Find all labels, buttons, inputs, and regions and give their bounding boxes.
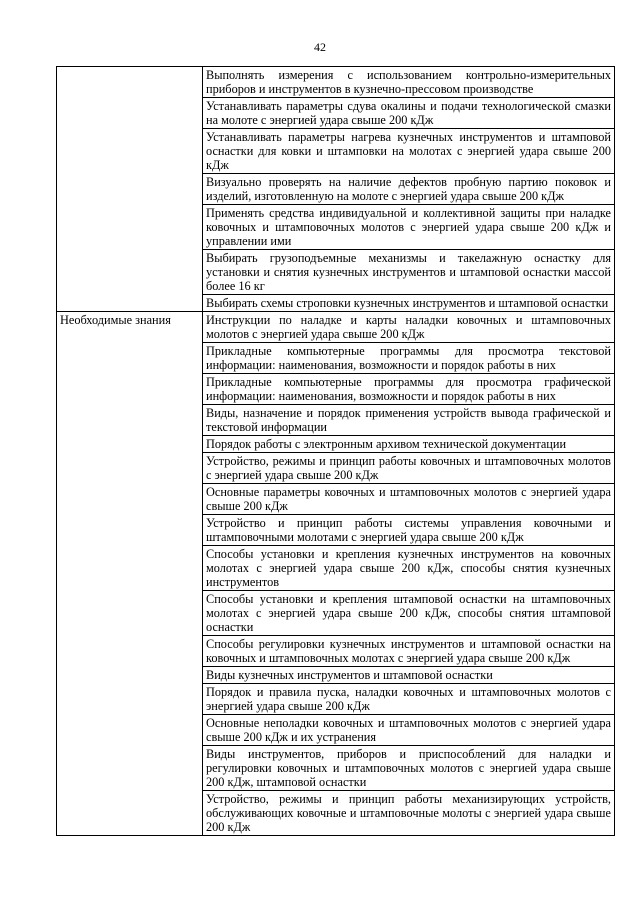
requirement-text: Основные неполадки ковочных и штамповочных молотов с энергией удара свыше 200 кДж и их устранения [203,715,615,746]
table-row [57,67,615,98]
requirements-table-body [57,67,615,836]
section-label [57,67,203,312]
requirement-text: Основные параметры ковочных и штамповочных молотов с энергией удара свыше 200 кДж [203,484,615,515]
requirement-text: Порядок и правила пуска, наладки ковочных и штамповочных молотов с энергией удара свыше 200 кДж [203,684,615,715]
requirement-text: Выполнять измерения с использованием контрольно-измерительных приборов и инструментов в кузнечно-прессовом производстве [203,67,615,98]
requirement-text: Виды инструментов, приборов и приспособлений для наладки и регулировки ковочных и штамповочных молотов с энергией удара свыше 200 кДж, штамповой оснастки [203,746,615,791]
requirement-text: Выбирать грузоподъемные механизмы и такелажную оснастку для установки и снятия кузнечных инструментов и штамповой оснастки массой более 16 кг [203,250,615,295]
requirement-text: Устройство и принцип работы системы управления ковочными и штамповочными молотами с энергией удара свыше 200 кДж [203,515,615,546]
requirement-text: Устройство, режимы и принцип работы ковочных и штамповочных молотов с энергией удара свыше 200 кДж [203,453,615,484]
requirement-text: Порядок работы с электронным архивом технической документации [203,436,615,453]
requirement-text: Способы установки и крепления кузнечных инструментов на ковочных молотах с энергией удара свыше 200 кДж, способы снятия кузнечных инструментов [203,546,615,591]
requirement-text: Способы регулировки кузнечных инструментов и штамповой оснастки на ковочных и штамповочных молотах с энергией удара свыше 200 кДж [203,636,615,667]
requirement-text: Прикладные компьютерные программы для просмотра графической информации: наименования, возможности и порядок работы в них [203,374,615,405]
table-row [57,312,615,343]
requirement-text: Применять средства индивидуальной и коллективной защиты при наладке ковочных и штамповочных молотов с энергией удара свыше 200 кДж и управлении ими [203,205,615,250]
page-number: 42 [314,40,326,54]
requirement-text: Визуально проверять на наличие дефектов пробную партию поковок и изделий, изготовленную на молоте с энергией удара свыше 200 кДж [203,174,615,205]
requirement-text: Способы установки и крепления штамповой оснастки на штамповочных молотах с энергией удара свыше 200 кДж, способы снятия штамповой оснастки [203,591,615,636]
requirement-text: Выбирать схемы строповки кузнечных инструментов и штамповой оснастки [203,295,615,312]
requirement-text: Устройство, режимы и принцип работы механизирующих устройств, обслуживающих ковочные и штамповочные молоты с энергией удара свыше 200 кДж [203,791,615,836]
section-label: Необходимые знания [57,312,203,836]
requirement-text: Устанавливать параметры сдува окалины и подачи технологической смазки на молоте с энергией удара свыше 200 кДж [203,98,615,129]
requirement-text: Виды, назначение и порядок применения устройств вывода графической и текстовой информации [203,405,615,436]
requirements-table [56,66,615,836]
requirement-text: Инструкции по наладке и карты наладки ковочных и штамповочных молотов с энергией удара свыше 200 кДж [203,312,615,343]
requirement-text: Прикладные компьютерные программы для просмотра текстовой информации: наименования, возможности и порядок работы в них [203,343,615,374]
requirement-text: Устанавливать параметры нагрева кузнечных инструментов и штамповой оснастки для ковки и штамповки на молотах с энергией удара свыше 200 кДж [203,129,615,174]
requirement-text: Виды кузнечных инструментов и штамповой оснастки [203,667,615,684]
